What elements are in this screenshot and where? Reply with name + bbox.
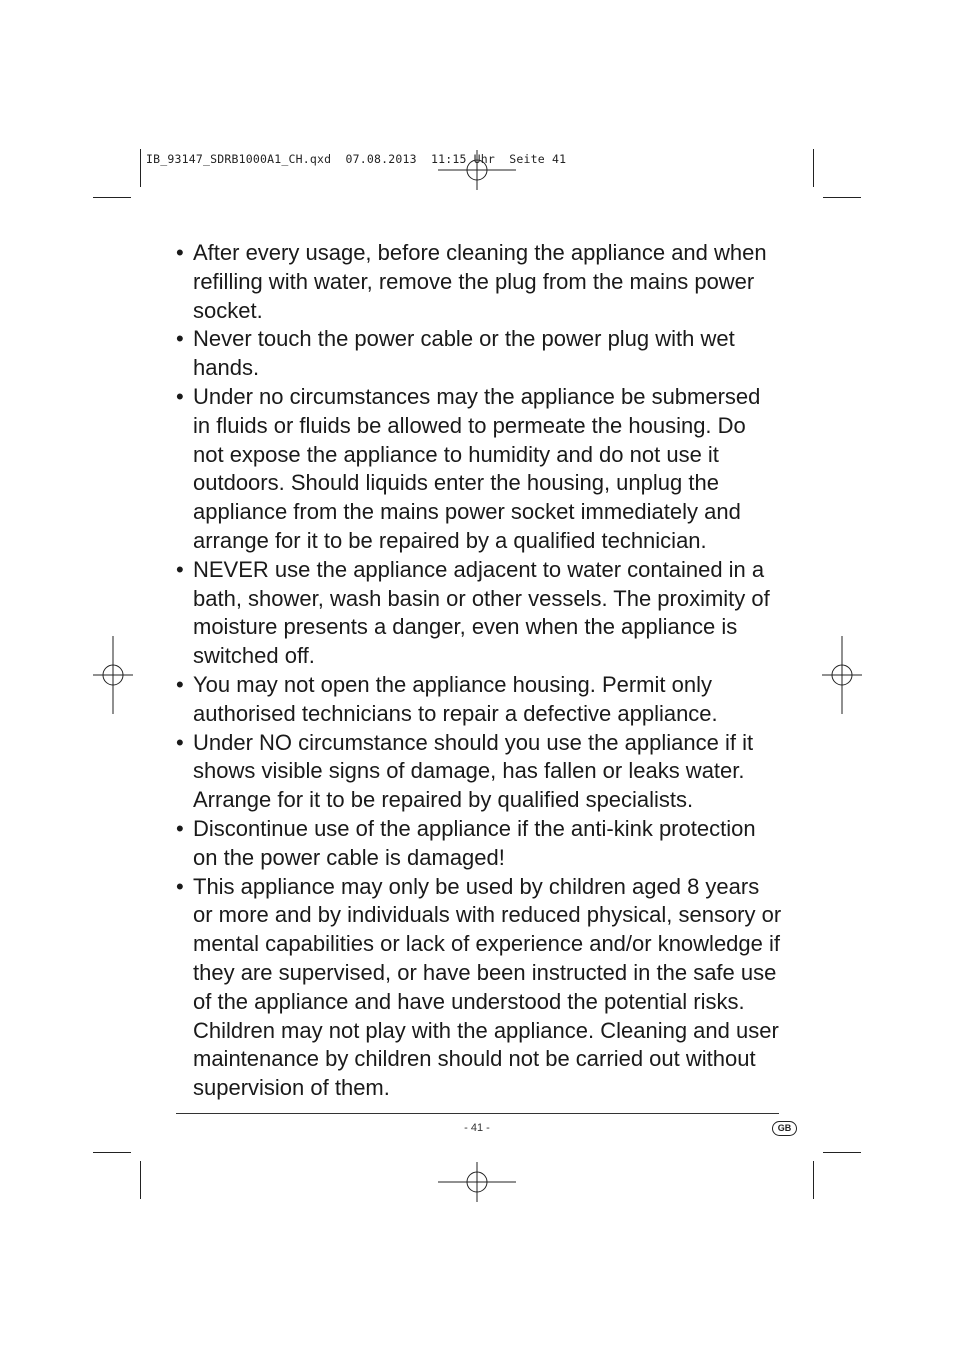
crop-mark-top-left-vertical (140, 149, 141, 187)
crop-mark-bottom-left-vertical (140, 1161, 141, 1199)
bullet-item: • This appliance may only be used by children aged 8 years or more and by individuals with reduced physical, sensory or mental capabilities or lack of experience and/or knowledge if they are supervised, or have been instructed in the safe use of the appliance and have understood the potential risks. Children may not play with the appliance. Cleaning and user maintenance by children should not be carried out without supervision of them. (176, 873, 782, 1103)
crop-mark-top-right-vertical (813, 149, 814, 187)
registration-mark-bottom-icon (438, 1162, 516, 1202)
page-number: - 41 - (464, 1122, 490, 1134)
crop-mark-bottom-right-vertical (813, 1161, 814, 1199)
safety-instructions (176, 239, 782, 1103)
crop-mark-bottom-right-horizontal (823, 1152, 861, 1153)
crop-mark-top-right-horizontal (823, 197, 861, 198)
bullet-item: • Discontinue use of the appliance if the anti-kink protection on the power cable is damaged! (176, 815, 782, 873)
crop-mark-top-left-horizontal (93, 197, 131, 198)
bullet-list (176, 239, 782, 1103)
bullet-item: • Under no circumstances may the appliance be submersed in fluids or fluids be allowed to permeate the housing. Do not expose the appliance to humidity and do not use it outdoors. Should liquids enter the housing, unplug the appliance from the mains power socket immediately and arrange for it to be repaired by a qualified technician. (176, 383, 782, 556)
registration-mark-left-icon (93, 636, 133, 714)
bullet-item: • Under NO circumstance should you use the appliance if it shows visible signs of damage, has fallen or leaks water. Arrange for it to be repaired by qualified specialists. (176, 729, 782, 815)
crop-mark-bottom-left-horizontal (93, 1152, 131, 1153)
footer-divider (176, 1113, 779, 1114)
language-badge: GB (772, 1121, 797, 1136)
bullet-item: • After every usage, before cleaning the appliance and when refilling with water, remove the plug from the mains power socket. (176, 239, 782, 325)
registration-mark-right-icon (822, 636, 862, 714)
bullet-item: • You may not open the appliance housing. Permit only authorised technicians to repair a defective appliance. (176, 671, 782, 729)
bullet-item: • NEVER use the appliance adjacent to water contained in a bath, shower, wash basin or other vessels. The proximity of moisture presents a danger, even when the appliance is switched off. (176, 556, 782, 671)
bullet-item: • Never touch the power cable or the power plug with wet hands. (176, 325, 782, 383)
registration-mark-top-icon (438, 150, 516, 190)
print-slug: IB_93147_SDRB1000A1_CH.qxd 07.08.2013 11:15 Uhr Seite 41 (146, 152, 567, 166)
